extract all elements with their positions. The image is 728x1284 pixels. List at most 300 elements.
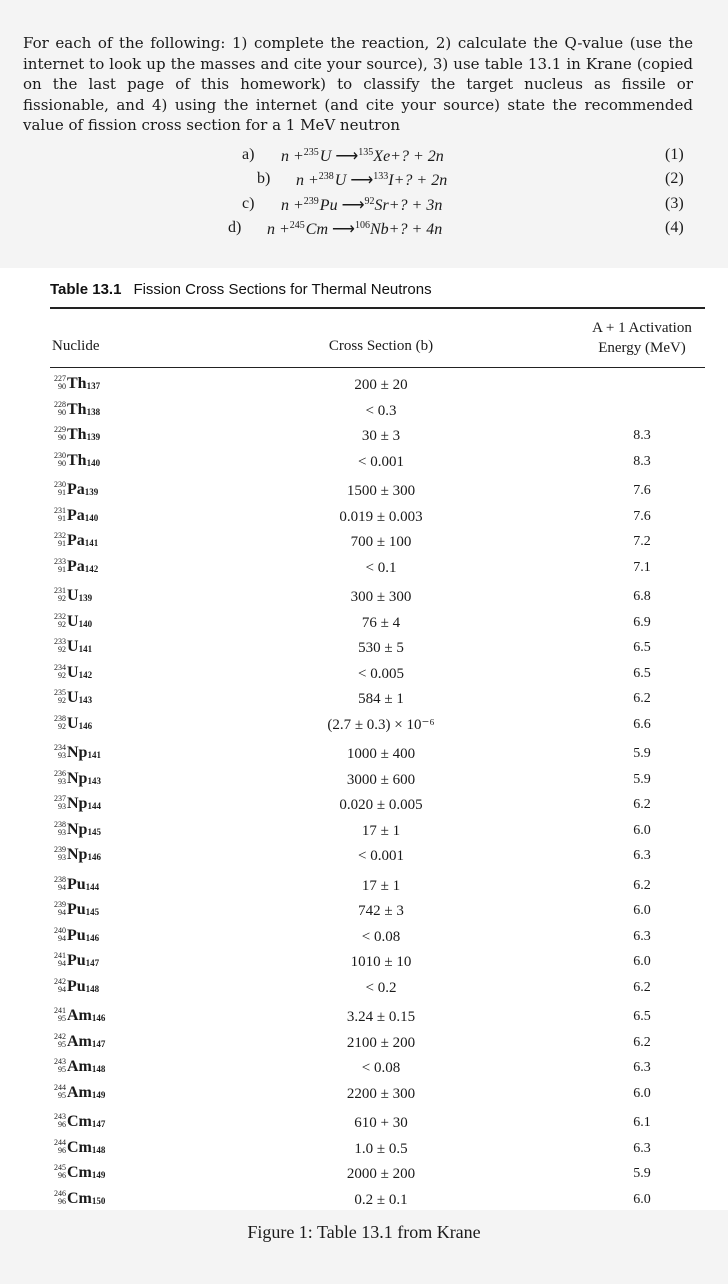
- atomic-number: 93: [58, 802, 66, 811]
- cross-section-cell: 2100 ± 200: [346, 1034, 416, 1051]
- element-symbol: Th: [67, 451, 87, 469]
- nuclide-cell: [52, 925, 99, 949]
- nuclide-prescripts: [52, 507, 66, 523]
- nuclide-prescripts: [52, 744, 66, 760]
- activation-energy-cell: 6.2: [633, 797, 651, 812]
- equation-number: (1): [665, 146, 684, 163]
- mass-number: 242: [54, 976, 66, 986]
- nuclide-cell: [52, 424, 100, 448]
- cross-section-cell: 200 ± 20: [354, 377, 408, 393]
- mass-number: 238: [54, 713, 66, 723]
- header-activation-line2: Energy (MeV): [598, 340, 686, 356]
- element-symbol: U: [67, 663, 79, 681]
- mass-number: 245: [54, 1163, 66, 1172]
- nuclide-cell: [52, 713, 92, 737]
- target-mass-number: 245: [289, 220, 305, 231]
- mass-number: 236: [54, 768, 66, 778]
- atomic-number: 93: [58, 776, 66, 786]
- nuclide-cell: [52, 899, 99, 923]
- table-row: [0, 925, 728, 949]
- table-row: [0, 1188, 728, 1212]
- atomic-number: 95: [58, 1039, 66, 1049]
- reaction-arrow-icon: ⟶: [328, 221, 355, 238]
- nuclide-cell: [52, 450, 100, 474]
- atomic-number: 94: [58, 933, 66, 943]
- element-symbol: Pa: [67, 481, 85, 498]
- nuclide-cell: [52, 662, 92, 686]
- element-symbol: Pa: [67, 506, 85, 524]
- element-symbol: Pu: [67, 875, 86, 893]
- neutron-number: 140: [86, 457, 101, 468]
- atomic-number: 95: [58, 1090, 66, 1100]
- neutron-number: 142: [84, 563, 99, 574]
- nuclide-prescripts: [52, 1139, 66, 1155]
- nuclide-prescripts: [52, 558, 66, 574]
- cross-section-cell: < 0.08: [361, 1060, 401, 1076]
- equation-label: a): [242, 146, 255, 163]
- header-nuclide: Nuclide: [52, 338, 100, 354]
- nuclide-cell: [52, 1188, 105, 1212]
- cross-section-cell: 742 ± 3: [358, 903, 404, 919]
- activation-energy-cell: 7.2: [633, 534, 651, 549]
- table-row: [0, 768, 728, 792]
- cross-section-cell: < 0.2: [365, 979, 397, 996]
- target-mass-number: 239: [303, 196, 319, 207]
- mass-number: 246: [54, 1188, 66, 1198]
- cross-section-cell: 0.020 ± 0.005: [339, 797, 423, 813]
- nuclide-cell: [52, 844, 101, 868]
- table-title: [50, 281, 432, 298]
- nuclide-prescripts: [52, 638, 66, 654]
- reaction-expression: [296, 170, 447, 190]
- activation-energy-cell: 6.3: [633, 848, 651, 863]
- atomic-number: 93: [58, 827, 66, 837]
- nuclide-prescripts: [52, 821, 66, 837]
- nuclide-cell: [52, 585, 92, 609]
- mass-number: 230: [54, 480, 66, 489]
- nuclide-prescripts: [52, 876, 66, 892]
- mass-number: 239: [54, 900, 66, 909]
- neutron-number: 141: [84, 538, 99, 548]
- element-symbol: Np: [67, 795, 88, 812]
- nuclide-cell: [52, 505, 98, 529]
- nuclide-prescripts: [52, 375, 66, 391]
- activation-energy-cell: 6.5: [633, 665, 651, 681]
- activation-energy-cell: 6.0: [633, 822, 651, 838]
- header-activation-line1: A + 1 Activation: [592, 320, 692, 336]
- cross-section-cell: 610 + 30: [354, 1115, 408, 1131]
- element-symbol: Np: [67, 769, 88, 787]
- mass-number: 235: [54, 688, 66, 697]
- neutron-number: 147: [91, 1038, 106, 1049]
- element-symbol: U: [67, 714, 79, 732]
- product-mass-number: 133: [373, 171, 389, 182]
- cross-section-cell: 17 ± 1: [361, 877, 401, 894]
- table-row: [0, 793, 728, 817]
- header-cross-section: Cross Section (b): [328, 338, 434, 354]
- equation-number: (2): [665, 170, 684, 187]
- nuclide-cell: [52, 1111, 105, 1135]
- cross-section-cell: (2.7 ± 0.3) × 10⁻⁶: [327, 716, 435, 733]
- activation-energy-cell: 6.2: [633, 979, 651, 995]
- element-symbol: Cm: [67, 1164, 92, 1181]
- mass-number: 242: [54, 1031, 66, 1041]
- activation-energy-cell: 6.3: [633, 1060, 651, 1075]
- equation-number: (4): [665, 219, 684, 236]
- nuclide-prescripts: [52, 532, 66, 548]
- activation-energy-cell: 5.9: [633, 1166, 651, 1181]
- mass-number: 244: [54, 1082, 66, 1092]
- neutron-number: 146: [78, 720, 93, 731]
- nuclide-prescripts: [52, 1033, 66, 1049]
- neutron-number: 138: [86, 406, 101, 417]
- nuclide-cell: [52, 793, 101, 817]
- nuclide-cell: [52, 874, 99, 898]
- neutron-number: 144: [85, 881, 100, 892]
- atomic-number: 96: [58, 1171, 66, 1180]
- nuclide-prescripts: [52, 587, 66, 603]
- activation-energy-cell: 6.0: [633, 954, 651, 969]
- mass-number: 243: [54, 1057, 66, 1066]
- mass-number: 230: [54, 450, 66, 460]
- nuclide-cell: [52, 1056, 105, 1080]
- activation-energy-cell: 8.3: [633, 428, 651, 443]
- atomic-number: 96: [58, 1145, 66, 1155]
- header-activation: [572, 318, 712, 358]
- nuclide-prescripts: [52, 481, 66, 497]
- activation-energy-cell: 6.0: [633, 903, 651, 918]
- nuclide-prescripts: [52, 952, 66, 968]
- neutron-term: n +: [296, 172, 319, 189]
- atomic-number: 92: [58, 721, 66, 731]
- table-row: [0, 1082, 728, 1106]
- mass-number: 244: [54, 1137, 66, 1147]
- cross-section-cell: 3000 ± 600: [346, 771, 416, 788]
- atomic-number: 90: [58, 433, 66, 442]
- mass-number: 234: [54, 662, 66, 672]
- mass-number: 238: [54, 874, 66, 884]
- mass-number: 228: [54, 399, 66, 409]
- mass-number: 234: [54, 743, 66, 752]
- element-symbol: Pu: [67, 977, 86, 995]
- table-row: [0, 556, 728, 580]
- nuclide-prescripts: [52, 978, 66, 994]
- problem-statement: For each of the following: 1) complete the reaction, 2) calculate the Q-value (use the internet to look up the masses and cite your source), 3) use table 13.1 in Krane (copied on the last page of this homework) to classify the target nucleus as fissile or fissionable, and 4) using the internet (and cite your source) state the recommended value of fission cross section for a 1 MeV neutron: [23, 34, 693, 134]
- reaction-expression: [281, 146, 444, 166]
- atomic-number: 93: [58, 751, 66, 760]
- table-label: Table 13.1: [50, 281, 122, 298]
- nuclide-prescripts: [52, 795, 66, 811]
- cross-section-cell: 17 ± 1: [361, 822, 401, 839]
- table-row: [0, 479, 728, 503]
- nuclide-prescripts: [52, 770, 66, 786]
- atomic-number: 95: [58, 1014, 66, 1023]
- equation-label: d): [228, 219, 242, 236]
- cross-section-cell: 300 ± 300: [350, 589, 412, 605]
- mass-number: 227: [54, 374, 66, 383]
- target-mass-number: 238: [318, 171, 334, 182]
- nuclide-cell: [52, 530, 98, 554]
- cross-section-cell: 2000 ± 200: [346, 1166, 416, 1182]
- neutron-number: 139: [78, 593, 93, 603]
- element-symbol: Pa: [67, 532, 85, 549]
- activation-energy-cell: 6.2: [633, 1034, 651, 1050]
- element-symbol: Pu: [67, 901, 86, 918]
- table-row: [0, 742, 728, 766]
- neutron-number: 137: [86, 381, 101, 391]
- table-row: [0, 585, 728, 609]
- nuclide-prescripts: [52, 613, 66, 629]
- atomic-number: 94: [58, 984, 66, 994]
- neutron-number: 143: [87, 775, 101, 786]
- element-symbol: Pu: [67, 926, 86, 944]
- atomic-number: 94: [58, 908, 66, 917]
- element-symbol: Pa: [67, 557, 85, 575]
- table-row: [0, 899, 728, 923]
- cross-section-cell: < 0.001: [358, 453, 404, 470]
- cross-section-cell: 700 ± 100: [350, 534, 412, 550]
- target-symbol: U: [334, 172, 347, 189]
- reaction-expression: [267, 219, 442, 239]
- atomic-number: 91: [58, 564, 66, 574]
- cross-section-cell: < 0.001: [358, 848, 404, 864]
- table-row: [0, 819, 728, 843]
- activation-energy-cell: 6.0: [633, 1085, 651, 1101]
- cross-section-cell: < 0.1: [365, 559, 397, 576]
- element-symbol: Am: [67, 1007, 92, 1024]
- atomic-number: 93: [58, 853, 66, 862]
- cross-section-cell: < 0.08: [361, 928, 401, 945]
- nuclide-prescripts: [52, 401, 66, 417]
- activation-energy-cell: 6.2: [633, 691, 651, 706]
- table-row: [0, 424, 728, 448]
- element-symbol: Pu: [67, 952, 86, 969]
- atomic-number: 96: [58, 1120, 66, 1129]
- nuclide-cell: [52, 1137, 105, 1161]
- nuclide-prescripts: [52, 426, 66, 442]
- mass-number: 229: [54, 425, 66, 434]
- element-symbol: Np: [67, 744, 88, 761]
- element-symbol: Am: [67, 1083, 92, 1101]
- table-row: [0, 713, 728, 737]
- table-row: [0, 611, 728, 635]
- atomic-number: 91: [58, 539, 66, 548]
- nuclide-cell: [52, 399, 100, 423]
- nuclide-prescripts: [52, 1113, 66, 1129]
- cross-section-cell: 530 ± 5: [358, 640, 404, 656]
- nuclide-cell: [52, 742, 101, 766]
- table-row: [0, 874, 728, 898]
- atomic-number: 91: [58, 513, 66, 523]
- mass-number: 231: [54, 505, 66, 515]
- element-symbol: U: [67, 587, 79, 604]
- table-row: [0, 373, 728, 397]
- nuclide-cell: [52, 1162, 105, 1186]
- atomic-number: 92: [58, 645, 66, 654]
- neutron-number: 146: [91, 1013, 106, 1023]
- element-symbol: U: [67, 638, 79, 655]
- nuclide-cell: [52, 611, 92, 635]
- equation-number: (3): [665, 195, 684, 212]
- nuclide-prescripts: [52, 715, 66, 731]
- atomic-number: 90: [58, 407, 66, 417]
- neutron-number: 145: [85, 907, 100, 917]
- neutron-number: 148: [85, 983, 100, 994]
- table-row: [0, 530, 728, 554]
- activation-energy-cell: 7.6: [633, 483, 651, 498]
- reaction-arrow-icon: ⟶: [331, 148, 359, 165]
- activation-energy-cell: 6.6: [633, 716, 651, 732]
- table-row: [0, 1005, 728, 1029]
- nuclide-cell: [52, 1005, 105, 1029]
- neutron-number: 144: [87, 801, 101, 811]
- table-row: [0, 450, 728, 474]
- table-row: [0, 687, 728, 711]
- activation-energy-cell: 6.5: [633, 1009, 651, 1024]
- nuclide-cell: [52, 768, 101, 792]
- atomic-number: 96: [58, 1196, 66, 1206]
- table-row: [0, 1162, 728, 1186]
- neutron-number: 146: [85, 932, 100, 943]
- atomic-number: 91: [58, 488, 66, 497]
- neutron-number: 139: [84, 487, 99, 497]
- neutron-number: 142: [78, 669, 93, 680]
- atomic-number: 92: [58, 619, 66, 629]
- target-symbol: Pu: [319, 197, 338, 214]
- mass-number: 243: [54, 1112, 66, 1121]
- neutron-number: 149: [91, 1170, 106, 1180]
- element-symbol: Am: [67, 1058, 92, 1075]
- reaction-arrow-icon: ⟶: [337, 197, 365, 214]
- neutron-number: 139: [86, 432, 101, 442]
- neutron-number: 140: [78, 618, 93, 629]
- neutron-number: 150: [91, 1195, 106, 1206]
- nuclide-prescripts: [52, 901, 66, 917]
- nuclide-cell: [52, 819, 101, 843]
- neutron-number: 140: [84, 512, 99, 523]
- neutron-number: 141: [78, 644, 93, 654]
- neutron-term: n +: [281, 197, 304, 214]
- mass-number: 237: [54, 794, 66, 803]
- cross-section-cell: 1.0 ± 0.5: [354, 1140, 408, 1157]
- activation-energy-cell: 7.1: [633, 559, 651, 575]
- reaction-expression: [281, 195, 442, 215]
- atomic-number: 92: [58, 594, 66, 603]
- activation-energy-cell: 6.3: [633, 928, 651, 944]
- cross-section-cell: 3.24 ± 0.15: [346, 1009, 416, 1025]
- target-mass-number: 235: [303, 147, 319, 158]
- nuclide-cell: [52, 950, 99, 974]
- reaction-arrow-icon: ⟶: [346, 172, 374, 189]
- neutron-number: 143: [78, 695, 93, 705]
- table-row: [0, 662, 728, 686]
- table-row: [0, 636, 728, 660]
- nuclide-prescripts: [52, 1007, 66, 1023]
- element-symbol: Cm: [67, 1189, 92, 1207]
- table-header-rule: [50, 367, 705, 368]
- activation-energy-cell: 6.9: [633, 614, 651, 630]
- atomic-number: 92: [58, 696, 66, 705]
- nuclide-prescripts: [52, 689, 66, 705]
- element-symbol: U: [67, 689, 79, 706]
- nuclide-prescripts: [52, 846, 66, 862]
- neutron-number: 148: [91, 1064, 106, 1074]
- neutron-number: 141: [87, 750, 101, 760]
- table-caption-text: Fission Cross Sections for Thermal Neutrons: [133, 281, 432, 298]
- atomic-number: 90: [58, 382, 66, 391]
- cross-section-cell: 1500 ± 300: [346, 483, 416, 499]
- mass-number: 232: [54, 531, 66, 540]
- nuclide-cell: [52, 1031, 105, 1055]
- nuclide-cell: [52, 556, 98, 580]
- activation-energy-cell: 5.9: [633, 771, 651, 787]
- mass-number: 233: [54, 637, 66, 646]
- cross-section-cell: 0.2 ± 0.1: [354, 1191, 408, 1208]
- atomic-number: 90: [58, 458, 66, 468]
- table-row: [0, 976, 728, 1000]
- element-symbol: Np: [67, 846, 88, 863]
- activation-energy-cell: 6.3: [633, 1140, 651, 1156]
- activation-energy-cell: 7.6: [633, 508, 651, 524]
- cross-section-cell: 2200 ± 300: [346, 1085, 416, 1102]
- nuclide-prescripts: [52, 1084, 66, 1100]
- neutron-term: n +: [281, 148, 304, 165]
- element-symbol: Th: [67, 426, 87, 443]
- atomic-number: 94: [58, 959, 66, 968]
- table-row: [0, 844, 728, 868]
- target-symbol: U: [319, 148, 332, 165]
- table-row: [0, 1031, 728, 1055]
- product-mass-number: 106: [354, 220, 370, 231]
- nuclide-prescripts: [52, 664, 66, 680]
- nuclide-cell: [52, 479, 98, 503]
- neutron-number: 146: [87, 852, 101, 862]
- mass-number: 238: [54, 819, 66, 829]
- nuclide-cell: [52, 687, 92, 711]
- atomic-number: 94: [58, 882, 66, 892]
- nuclide-cell: [52, 976, 99, 1000]
- mass-number: 233: [54, 556, 66, 566]
- cross-section-cell: 30 ± 3: [361, 428, 401, 444]
- product-mass-number: 135: [358, 147, 374, 158]
- activation-energy-cell: 8.3: [633, 453, 651, 469]
- products-term: Nb+? + 4n: [369, 221, 443, 238]
- target-symbol: Cm: [305, 221, 329, 238]
- cross-section-cell: 1010 ± 10: [350, 954, 412, 970]
- mass-number: 240: [54, 925, 66, 935]
- neutron-number: 148: [91, 1144, 106, 1155]
- mass-number: 241: [54, 951, 66, 960]
- nuclide-cell: [52, 373, 100, 397]
- table-row: [0, 1056, 728, 1080]
- element-symbol: Np: [67, 820, 88, 838]
- nuclide-prescripts: [52, 1058, 66, 1074]
- atomic-number: 92: [58, 670, 66, 680]
- product-mass-number: 92: [364, 196, 375, 207]
- table-row: [0, 505, 728, 529]
- cross-section-cell: 0.019 ± 0.003: [339, 508, 423, 525]
- equation-label: b): [257, 170, 271, 187]
- activation-energy-cell: 6.1: [633, 1115, 651, 1130]
- cross-section-cell: < 0.005: [358, 665, 404, 682]
- element-symbol: Th: [67, 375, 87, 392]
- nuclide-cell: [52, 636, 92, 660]
- atomic-number: 95: [58, 1065, 66, 1074]
- cross-section-cell: < 0.3: [365, 402, 397, 419]
- mass-number: 239: [54, 845, 66, 854]
- activation-energy-cell: 6.5: [633, 640, 651, 655]
- nuclide-prescripts: [52, 1164, 66, 1180]
